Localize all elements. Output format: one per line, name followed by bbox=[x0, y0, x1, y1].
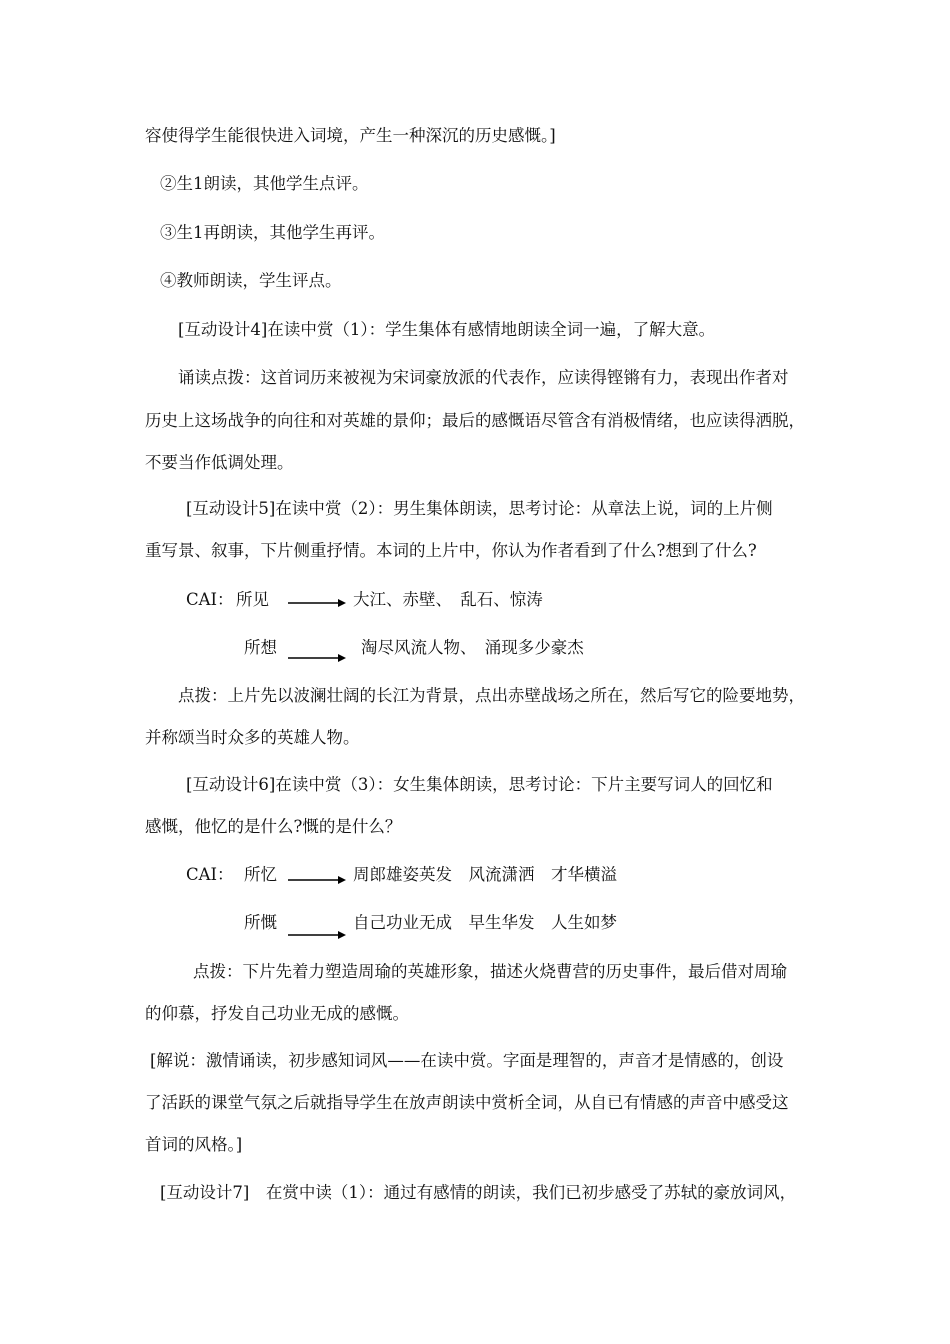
text-line-16: 的仰慕，抒发自己功业无成的感慨。 bbox=[145, 1004, 409, 1023]
text-line-12: 并称颂当时众多的英雄人物。 bbox=[145, 728, 360, 747]
text-line-2: ②生1朗读，其他学生点评。 bbox=[160, 174, 369, 193]
right-arrow-icon bbox=[288, 598, 346, 608]
text-line-5: [互动设计4]在读中赏（1）：学生集体有感情地朗读全词一遍，了解大意。 bbox=[178, 320, 716, 339]
text-line-14: 感慨，他忆的是什么?慨的是什么？ bbox=[145, 817, 402, 836]
cai-upper-thought-items: 淘尽风流人物、 涌现多少豪杰 bbox=[361, 638, 584, 657]
text-line-9: [互动设计5]在读中赏（2）：男生集体朗读，思考讨论：从章法上说，词的上片侧 bbox=[186, 499, 773, 518]
cai-upper-seen-items: 大江、赤壁、 乱石、惊涛 bbox=[353, 590, 543, 609]
right-arrow-icon bbox=[288, 875, 346, 885]
right-arrow-icon bbox=[288, 653, 346, 663]
text-line-11: 点拨：上片先以波澜壮阔的长江为背景，点出赤壁战场之所在，然后写它的险要地势， bbox=[178, 686, 805, 705]
text-line-3: ③生1再朗读，其他学生再评。 bbox=[160, 223, 385, 242]
text-line-4: ④教师朗读，学生评点。 bbox=[160, 271, 342, 290]
cai-upper-seen-label: 所见 bbox=[236, 590, 269, 609]
text-line-1: 容使得学生能很快进入词境，产生一种深沉的历史感慨。] bbox=[145, 126, 556, 145]
cai-upper-prefix: CAI： bbox=[186, 590, 234, 609]
text-line-6: 诵读点拨：这首词历来被视为宋词豪放派的代表作，应读得铿锵有力，表现出作者对 bbox=[178, 368, 789, 387]
text-line-10: 重写景、叙事，下片侧重抒情。本词的上片中，你认为作者看到了什么?想到了什么? bbox=[145, 541, 757, 560]
cai-lower-sigh-items: 自己功业无成 早生华发 人生如梦 bbox=[353, 913, 617, 932]
cai-lower-prefix: CAI： bbox=[186, 865, 234, 884]
cai-lower-recall-label: 所忆 bbox=[244, 865, 277, 884]
cai-upper-thought-label: 所想 bbox=[244, 638, 277, 657]
text-line-18: 了活跃的课堂气氛之后就指导学生在放声朗读中赏析全词，从自已有情感的声音中感受这 bbox=[145, 1093, 789, 1112]
cai-lower-recall-items: 周郎雄姿英发 风流潇洒 才华横溢 bbox=[353, 865, 617, 884]
text-line-7: 历史上这场战争的向往和对英雄的景仰；最后的感慨语尽管含有消极情绪，也应读得洒脱， bbox=[145, 411, 805, 430]
text-line-13: [互动设计6]在读中赏（3）：女生集体朗读，思考讨论：下片主要写词人的回忆和 bbox=[186, 775, 773, 794]
text-line-8: 不要当作低调处理。 bbox=[145, 453, 294, 472]
right-arrow-icon bbox=[288, 930, 346, 940]
text-line-19: 首词的风格。] bbox=[145, 1135, 243, 1154]
cai-lower-sigh-label: 所慨 bbox=[244, 913, 277, 932]
text-line-15: 点拨：下片先着力塑造周瑜的英雄形象，描述火烧曹营的历史事件，最后借对周瑜 bbox=[193, 962, 787, 981]
text-line-17: [解说：激情诵读，初步感知词风——在读中赏。字面是理智的，声音才是情感的，创设 bbox=[150, 1051, 784, 1070]
text-line-20: [互动设计7] 在赏中读（1）：通过有感情的朗读，我们已初步感受了苏轼的豪放词风， bbox=[160, 1183, 797, 1202]
